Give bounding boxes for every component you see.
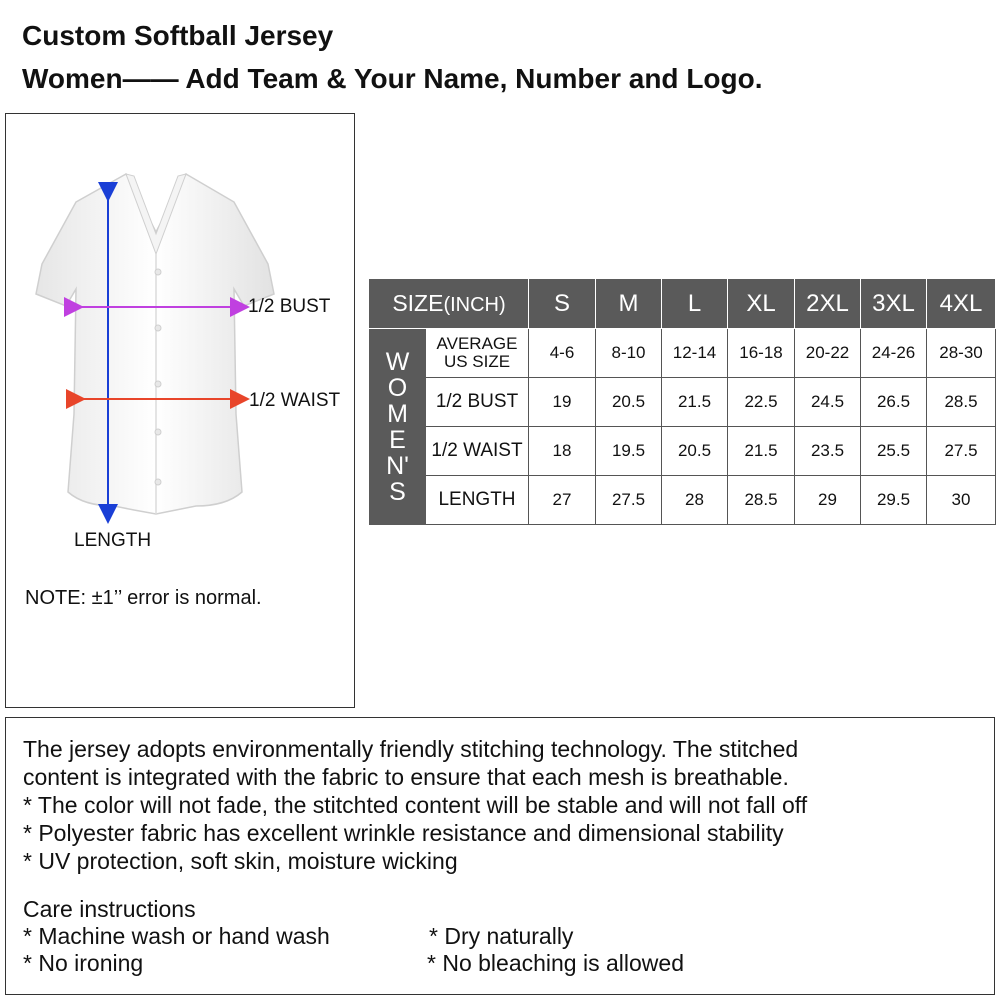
jersey-diagram-panel <box>5 113 355 708</box>
page-title: Custom Softball Jersey <box>22 20 334 51</box>
waist-label: 1/2 WAIST <box>249 390 341 411</box>
table-cell: 28.5 <box>927 378 996 427</box>
table-cell: 27.5 <box>927 427 996 476</box>
product-info-box <box>5 717 995 995</box>
length-label: LENGTH <box>74 530 152 551</box>
table-row <box>370 378 996 427</box>
care-item: * Dry naturally <box>429 923 574 949</box>
size-col-header: S <box>529 279 596 329</box>
bust-label: 1/2 BUST <box>248 296 331 317</box>
size-header-unit: (INCH) <box>443 294 506 316</box>
size-col-header: 2XL <box>795 279 861 329</box>
size-col-header: L <box>662 279 728 329</box>
size-header-row <box>370 279 996 329</box>
care-title: Care instructions <box>23 896 196 922</box>
size-col-header: M <box>596 279 662 329</box>
size-col-header: 4XL <box>927 279 996 329</box>
table-cell: 27 <box>529 476 596 525</box>
table-cell: 8-10 <box>596 329 662 378</box>
row-label-waist: 1/2 WAIST <box>426 427 529 476</box>
table-row <box>370 427 996 476</box>
table-cell: 19.5 <box>596 427 662 476</box>
info-line: * The color will not fade, the stitchted content will be stable and will not fall off <box>23 792 808 818</box>
table-cell: 28 <box>662 476 728 525</box>
info-line: * Polyester fabric has excellent wrinkle resistance and dimensional stability <box>23 820 784 846</box>
womens-side-label: W O M E N' S <box>370 329 426 525</box>
table-cell: 18 <box>529 427 596 476</box>
table-cell: 27.5 <box>596 476 662 525</box>
size-header-cell <box>370 279 529 329</box>
info-line: content is integrated with the fabric to ensure that each mesh is breathable. <box>23 764 789 790</box>
row-label-length: LENGTH <box>426 476 529 525</box>
size-col-header: XL <box>728 279 795 329</box>
row-label-bust: 1/2 BUST <box>426 378 529 427</box>
table-cell: 21.5 <box>662 378 728 427</box>
table-cell: 28.5 <box>728 476 795 525</box>
info-line: The jersey adopts environmentally friendly stitching technology. The stitched <box>23 736 799 762</box>
measurement-note: NOTE: ±1’’ error is normal. <box>25 587 262 609</box>
table-cell: 25.5 <box>861 427 927 476</box>
table-cell: 24.5 <box>795 378 861 427</box>
table-cell: 29.5 <box>861 476 927 525</box>
table-cell: 16-18 <box>728 329 795 378</box>
jersey-body <box>36 174 274 514</box>
size-col-header: 3XL <box>861 279 927 329</box>
table-cell: 21.5 <box>728 427 795 476</box>
table-row <box>370 329 996 378</box>
table-cell: 24-26 <box>861 329 927 378</box>
row-label-average-us-size: AVERAGE US SIZE <box>426 329 529 378</box>
table-cell: 22.5 <box>728 378 795 427</box>
table-cell: 23.5 <box>795 427 861 476</box>
size-header-label: SIZE <box>392 290 444 316</box>
table-cell: 28-30 <box>927 329 996 378</box>
page-subtitle: Women—— Add Team & Your Name, Number and Logo. <box>22 63 763 94</box>
table-cell: 4-6 <box>529 329 596 378</box>
table-cell: 30 <box>927 476 996 525</box>
care-item: * Machine wash or hand wash <box>23 923 330 949</box>
table-cell: 29 <box>795 476 861 525</box>
size-chart-table <box>369 278 996 525</box>
table-cell: 12-14 <box>662 329 728 378</box>
table-row <box>370 476 996 525</box>
care-item: * No ironing <box>23 950 144 976</box>
table-cell: 20.5 <box>662 427 728 476</box>
care-item: * No bleaching is allowed <box>427 950 684 976</box>
info-line: * UV protection, soft skin, moisture wicking <box>23 848 458 874</box>
table-cell: 26.5 <box>861 378 927 427</box>
table-cell: 20.5 <box>596 378 662 427</box>
table-cell: 19 <box>529 378 596 427</box>
table-cell: 20-22 <box>795 329 861 378</box>
